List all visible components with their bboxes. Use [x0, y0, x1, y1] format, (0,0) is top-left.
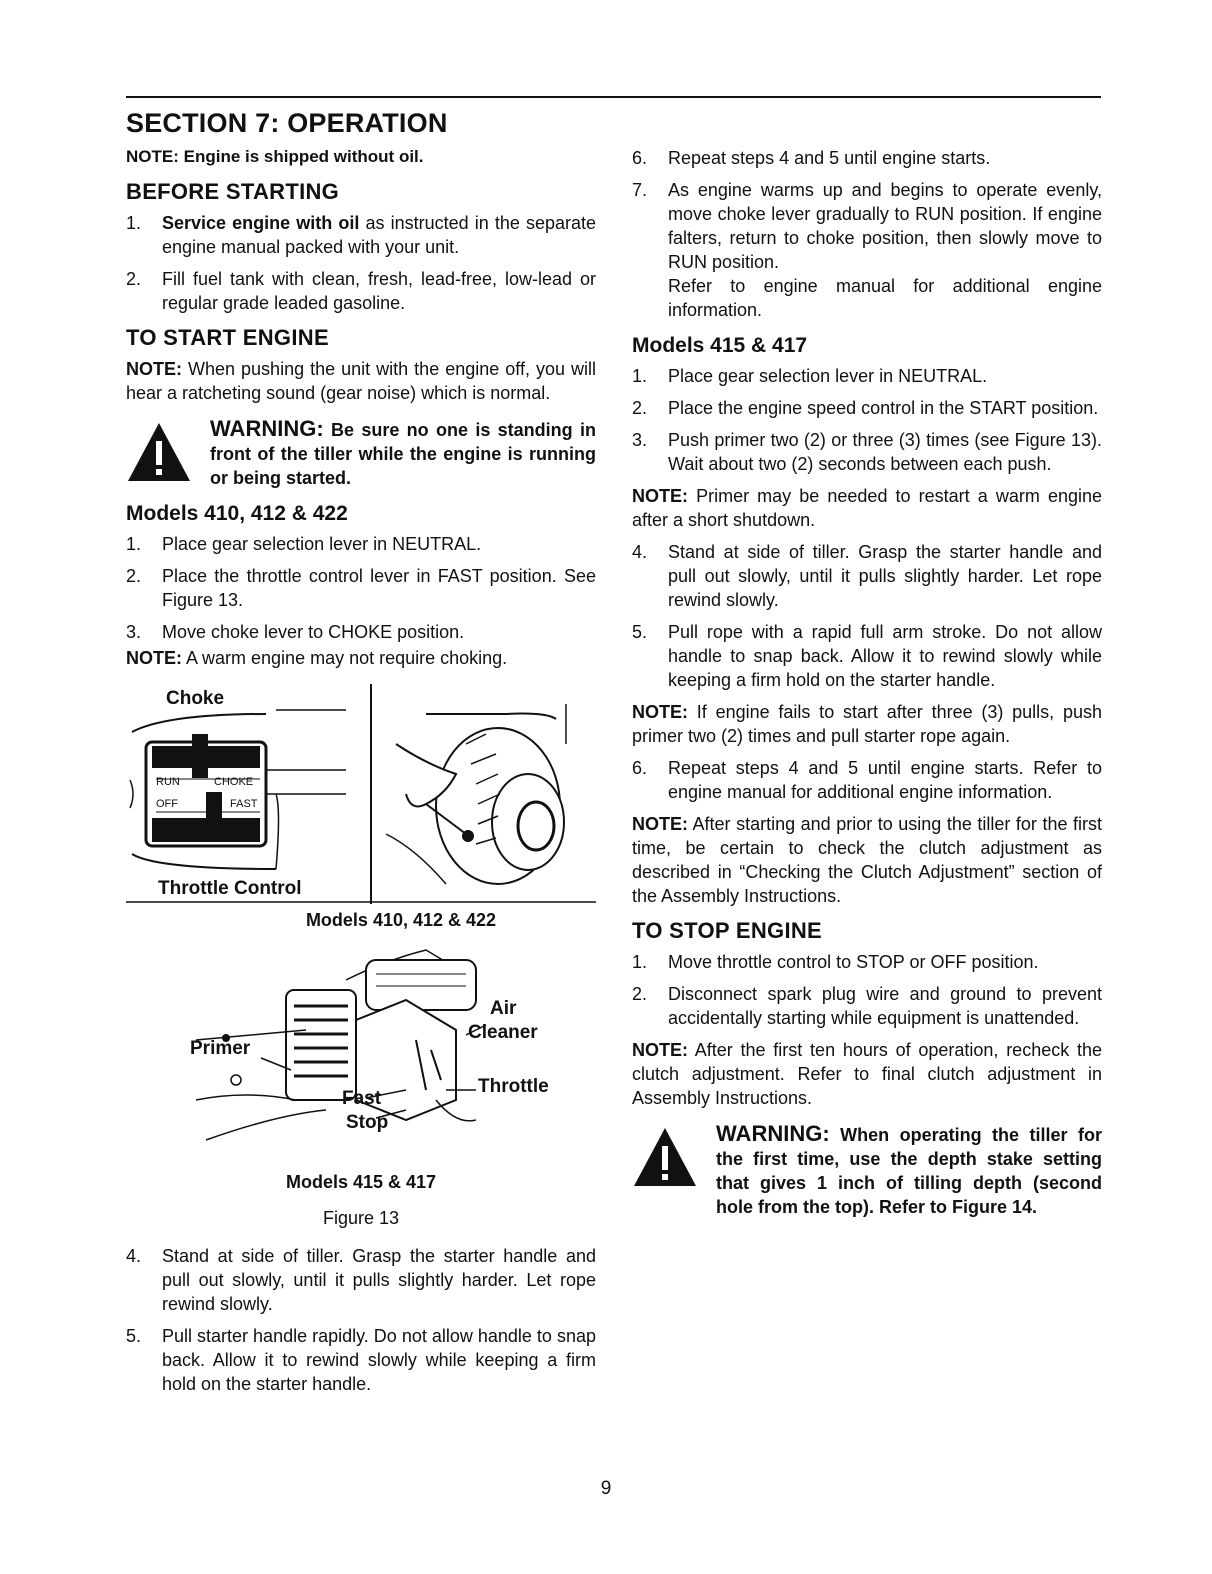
to-start-note: NOTE: When pushing the unit with the engine off, you will hear a ratcheting sound (gear noise) which is normal. — [126, 359, 596, 403]
models-415-list-b — [632, 540, 1102, 692]
warning-block-start: WARNING: Be sure no one is standing in front of the tiller while the engine is running or being started. — [126, 417, 596, 490]
list-item: 1. Place gear selection lever in NEUTRAL. — [126, 534, 482, 554]
note-shipped: NOTE: Engine is shipped without oil. — [126, 147, 424, 166]
cleaner-label: Cleaner — [468, 1022, 538, 1043]
to-stop-note: NOTE: After the first ten hours of operation, recheck the clutch adjustment. Refer to final clutch adjustment in Assembly Instructions. — [632, 1040, 1102, 1108]
list-item: 2. Disconnect spark plug wire and ground to prevent accidentally starting while equipment is unattended. — [632, 984, 1102, 1028]
models-415-note1: NOTE: Primer may be needed to restart a warm engine after a short shutdown. — [632, 486, 1102, 530]
to-stop-heading: TO STOP ENGINE — [632, 918, 823, 943]
figure-caption-top: Models 410, 412 & 422 — [305, 910, 497, 930]
choke-throttle-illustration — [126, 684, 596, 904]
models-410-note: NOTE: A warm engine may not require choking. — [126, 648, 508, 668]
fast-label: Fast — [342, 1088, 382, 1109]
section-title: SECTION 7: OPERATION — [126, 108, 448, 138]
list-item: 4. Stand at side of tiller. Grasp the starter handle and pull out slowly, until it pulls slightly harder. Let rope rewind slowly. — [126, 1246, 596, 1314]
figure-choke-throttle — [126, 684, 596, 904]
list-item: 1. Service engine with oil as instructed in the separate engine manual packed with your unit. — [126, 213, 596, 257]
throttle-control-label: Throttle Control — [158, 878, 302, 899]
list-item: 1. Place gear selection lever in NEUTRAL. — [632, 366, 988, 386]
to-stop-list — [632, 950, 1102, 1030]
figure-label: Figure 13 — [322, 1208, 400, 1228]
models-415-list-c — [632, 756, 1102, 804]
fast-small-label: FAST — [230, 798, 258, 810]
list-item: 6. Repeat steps 4 and 5 until engine starts. — [632, 148, 991, 168]
before-starting-heading: BEFORE STARTING — [126, 179, 340, 204]
warning-block-stop: WARNING: When operating the tiller for the first time, use the depth stake setting that gives 1 inch of tilling depth (second hole from the top). Refer to Figure 14. — [632, 1122, 1102, 1219]
warning-icon — [126, 421, 192, 483]
page-number: 9 — [600, 1478, 612, 1499]
list-item: 2. Place the engine speed control in the START position. — [632, 398, 1099, 418]
choke-small-label: CHOKE — [214, 776, 254, 788]
list-item: 1. Move throttle control to STOP or OFF position. — [632, 952, 1039, 972]
list-item: 6. Repeat steps 4 and 5 until engine starts. Refer to engine manual for additional engine information. — [632, 758, 1102, 802]
before-starting-list — [126, 211, 596, 315]
models-410-heading: Models 410, 412 & 422 — [126, 502, 348, 525]
models-415-heading: Models 415 & 417 — [632, 334, 808, 357]
choke-label: Choke — [166, 688, 225, 709]
list-item: 3. Move choke lever to CHOKE position. — [126, 622, 465, 642]
air-label: Air — [490, 998, 517, 1019]
warning-icon — [632, 1126, 698, 1188]
models-415-note2: NOTE: If engine fails to start after three (3) pulls, push primer two (2) times and pull starter rope again. — [632, 702, 1102, 746]
models-415-note3: NOTE: After starting and prior to using the tiller for the first time, be certain to check the clutch adjustment as described in “Checking the Clutch Adjustment” section of the Assembly Instructions. — [632, 814, 1102, 906]
top-rule — [126, 96, 1101, 98]
list-item: 2. Place the throttle control lever in FAST position. See Figure 13. — [126, 566, 596, 610]
figure-caption-bottom: Models 415 & 417 — [285, 1172, 437, 1192]
left-column — [126, 108, 596, 1404]
list-item: 7. As engine warms up and begins to operate evenly, move choke lever gradually to RUN position. If engine falters, return to choke position, then slowly move to RUN position. Refer to engine manual for additional engine information. — [632, 180, 1102, 320]
primer-label: Primer — [190, 1038, 251, 1059]
right-top-list — [632, 146, 1102, 322]
list-item: 5. Pull starter handle rapidly. Do not allow handle to snap back. Allow it to rewind slowly while keeping a firm hold on the starter handle. — [126, 1326, 596, 1394]
list-item: 3. Push primer two (2) or three (3) times (see Figure 13). Wait about two (2) seconds between each push. — [632, 430, 1102, 474]
list-item: 5. Pull rope with a rapid full arm stroke. Do not allow handle to snap back. Allow it to rewind slowly while keeping a firm hold on the starter handle. — [632, 622, 1102, 690]
right-column — [632, 146, 1102, 1231]
off-label: OFF — [156, 798, 178, 810]
list-item: 2. Fill fuel tank with clean, fresh, lead-free, low-lead or regular grade leaded gasoline. — [126, 269, 596, 313]
figure-engine-primer — [126, 940, 596, 1170]
list-item: 4. Stand at side of tiller. Grasp the starter handle and pull out slowly, until it pulls slightly harder. Let rope rewind slowly. — [632, 542, 1102, 610]
models-415-list-a — [632, 364, 1102, 476]
models-410-list — [126, 532, 596, 644]
left-tail-list — [126, 1244, 596, 1396]
run-label: RUN — [156, 776, 180, 788]
throttle-label: Throttle — [478, 1076, 549, 1097]
to-start-heading: TO START ENGINE — [126, 325, 329, 350]
stop-label: Stop — [346, 1112, 389, 1133]
